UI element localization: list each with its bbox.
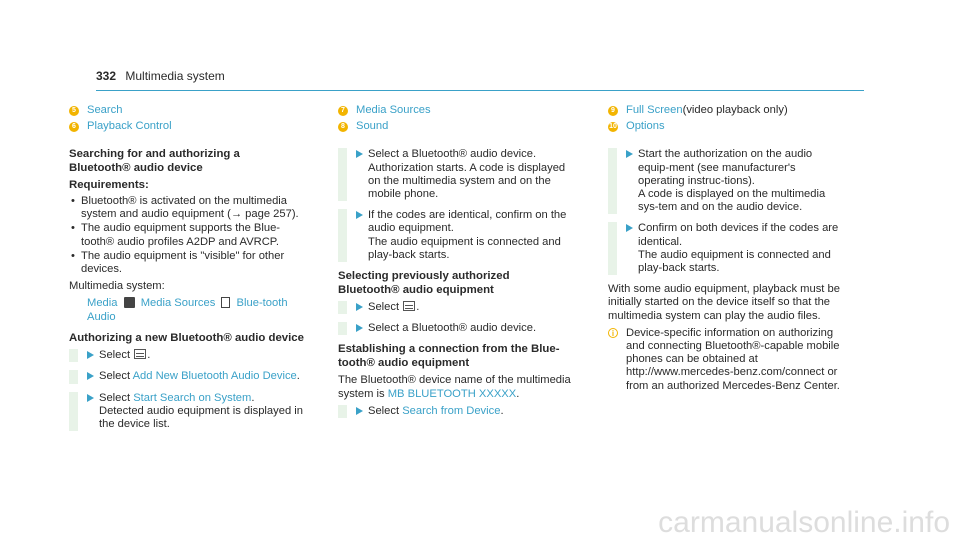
instruction-step: Select Add New Bluetooth Audio Device. [69, 370, 304, 383]
bluetooth-icon [221, 297, 230, 308]
device-name-link[interactable]: MB BLUETOOTH XXXXX [387, 387, 517, 400]
menu-path [69, 297, 304, 323]
menu-icon [403, 301, 415, 311]
item-link[interactable]: Playback Control [87, 120, 172, 133]
list-item [69, 104, 304, 117]
section-heading: Searching for and authorizing a Bluetooth® audio device [69, 148, 240, 174]
list-item: • The audio equipment is "visible" for other devices. [69, 250, 304, 276]
start-search-link[interactable]: Start Search on System [133, 391, 252, 404]
column-3 [608, 104, 843, 393]
arrow-icon [356, 211, 363, 219]
arrow-icon [87, 394, 94, 402]
search-from-device-link[interactable]: Search from Device [402, 404, 501, 417]
add-device-link[interactable]: Add New Bluetooth Audio Device [132, 370, 297, 383]
arrow-icon [356, 324, 363, 332]
list-item: • Bluetooth® is activated on the multimedia system and audio equipment (→ page 257). [69, 195, 304, 221]
item-link[interactable]: Sound [356, 120, 389, 133]
info-note: i Device-specific information on authorizing and connecting Bluetooth®-capable mobile phones can be obtained at http://www.mercedes-benz.com/connect or from an authorized Mercedes-Benz Center. [608, 327, 843, 393]
instruction-step: Select Start Search on System. Detected audio equipment is displayed in the device list. [69, 392, 304, 432]
instruction-step: Select a Bluetooth® audio device. Authorization starts. A code is displayed on the multimedia system and on the mobile phone. [338, 148, 573, 201]
instruction-step: Start the authorization on the audio equip-ment (see manufacturer's operating instruc-tions). A code is displayed on the multimedia sys-tem and on the audio device. [608, 148, 843, 214]
number-badge: 9 [608, 106, 618, 116]
instruction-step: Confirm on both devices if the codes are identical. The audio equipment is connected and play-back starts. [608, 222, 843, 275]
paragraph: The Bluetooth® device name of the multimedia system is MB BLUETOOTH XXXXX. [338, 374, 571, 400]
requirements-list [69, 195, 304, 276]
list-item [338, 104, 573, 117]
column-2 [338, 104, 573, 426]
menu-icon [134, 349, 146, 359]
media-sources-icon [124, 297, 135, 308]
watermark: carmanualsonline.info [658, 505, 950, 539]
paragraph: With some audio equipment, playback must be initially started on the device itself so that the multimedia system can play the audio files. [608, 283, 840, 322]
arrow-icon [87, 372, 94, 380]
header-divider [96, 90, 864, 91]
page-number: 332 [96, 69, 117, 83]
requirements-label: Requirements: [69, 179, 149, 192]
column-1 [69, 104, 304, 439]
list-item: • The audio equipment supports the Blue-tooth® audio profiles A2DP and AVRCP. [69, 222, 304, 248]
section-heading: Authorizing a new Bluetooth® audio device [69, 331, 304, 344]
page-header [96, 70, 225, 83]
arrow-icon [626, 150, 633, 158]
multimedia-label: Multimedia system: [69, 280, 165, 293]
arrow-icon [356, 407, 363, 415]
number-badge: 6 [69, 122, 79, 132]
instruction-step: If the codes are identical, confirm on the audio equipment. The audio equipment is connected and play-back starts. [338, 209, 573, 262]
section-heading: Establishing a connection from the Blue-tooth® audio equipment [338, 343, 560, 369]
item-link[interactable]: Media Sources [356, 104, 431, 116]
number-badge: 10 [609, 122, 617, 130]
instruction-step: Select . [338, 301, 573, 314]
list-item [608, 120, 843, 133]
instruction-step: Select Search from Device. [338, 405, 573, 418]
arrow-icon [626, 224, 633, 232]
instruction-step: Select a Bluetooth® audio device. [338, 322, 573, 335]
path-bluetooth-audio[interactable]: Blue-tooth Audio [87, 297, 288, 323]
item-link[interactable]: Full Screen [626, 104, 683, 116]
arrow-icon [356, 303, 363, 311]
instruction-step: Select . [69, 349, 304, 362]
arrow-icon [356, 150, 363, 158]
section-heading: Selecting previously authorized Bluetooth® audio equipment [338, 270, 510, 296]
info-icon: i [608, 328, 618, 338]
item-link[interactable]: Search [87, 104, 123, 116]
list-item [69, 120, 304, 133]
number-badge: 7 [338, 106, 348, 116]
path-media-sources[interactable]: Media Sources [140, 297, 216, 310]
list-item: 9 Full Screen (video playback only) [608, 104, 843, 117]
path-media[interactable]: Media [87, 297, 118, 310]
item-link[interactable]: Options [626, 120, 665, 133]
list-item [338, 120, 573, 133]
arrow-icon [87, 351, 94, 359]
section-title: Multimedia system [125, 69, 225, 83]
number-badge: 5 [69, 106, 79, 116]
number-badge: 8 [338, 122, 348, 132]
